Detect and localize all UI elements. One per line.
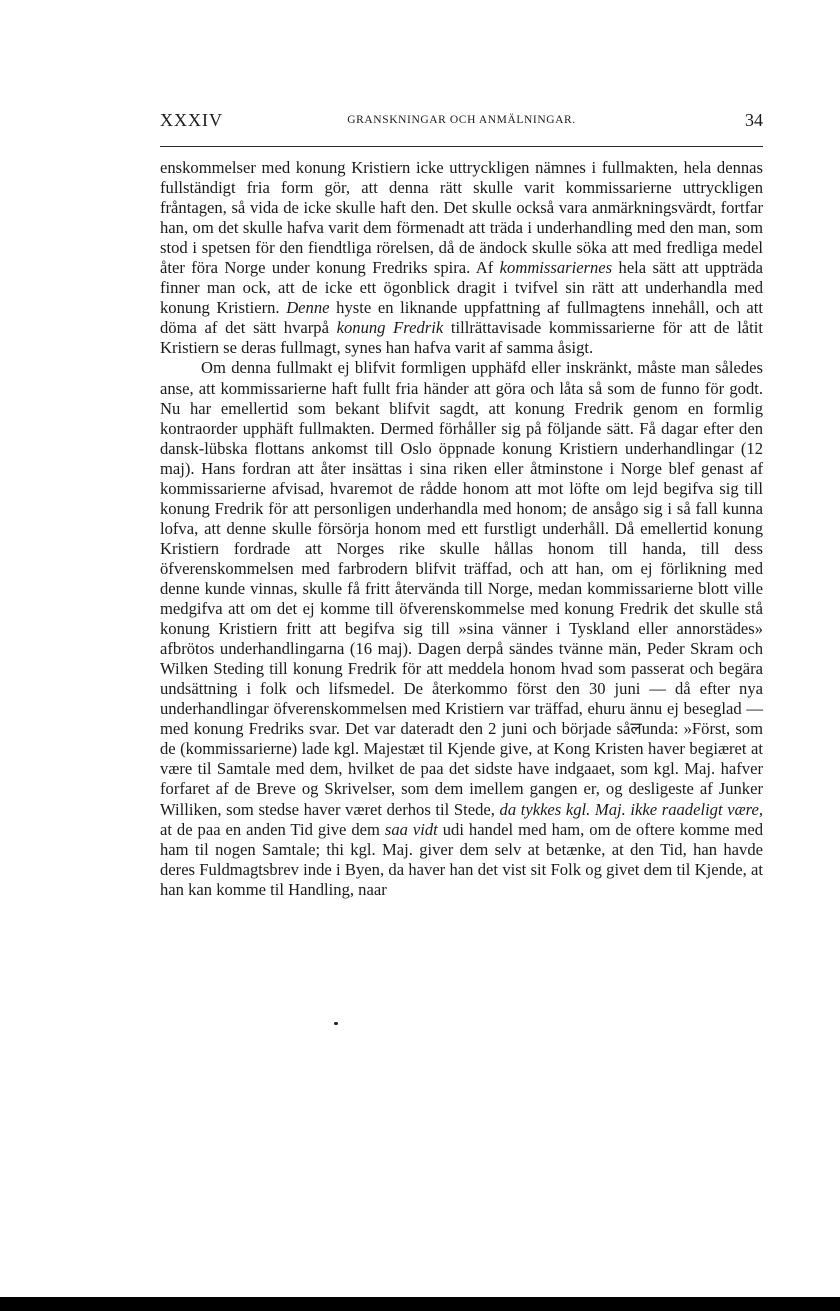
paragraph (160, 358, 763, 899)
page-number: 34 (745, 110, 763, 130)
running-header (160, 110, 763, 138)
roman-numeral: XXXIV (160, 110, 223, 130)
text-run: Om denna fullmakt ej blifvit formligen upphäfd eller inskränkt, måste man således anse, att kommissarierne haft fullt fria händer att göra och låta så som de funno för godt. Nu har emellertid som bekant blifvit sagdt, att konung Fredrik genom en formlig kontraorder upphäft fullmakten. Dermed förhåller sig på följande sätt. Få dagar efter den dansk-lübska flottans ankomst till Oslo öppnade konung Kristiern underhandlingar (12 maj). Hans fordran att åter insättas i sina riken eller åtminstone i Norge blef genast af kommissarierne afvisad, hvaremot de rådde honom att mot löfte om lejd begifva sig till konung Fredrik för att personligen underhandla med honom; de ansågo sig i så fall kunna lofva, att denne skulle försörja honom med ett furstligt underhåll. Då emellertid konung Kristiern fordrade att Norges rike skulle hållas honom till handa, till dess öfverenskommelsen med farbrodern blifvit träffad, och att han, om ej förlikning med denne kunde vinnas, skulle få fritt återvända till Norge, medan kommissarierne blott ville medgifva att om det ej komme till öfverenskommelse med konung Fredrik det skulle stå konung Kristiern fritt att begifva sig till »sina vänner i Tyskland eller annorstädes» afbrötos underhandlingarna (16 maj). Dagen derpå sändes tvänne män, Peder Skram och Wilken Steding till konung Fredrik för att meddela honom hvad som passerat och begära undsättning i folk och lifsmedel. De återkommo först den 30 juni — då efter nya underhandlingar öfverenskommelsen med Kristiern var träffad, ehuru ännu ej beseglad — med konung Fredriks svar. Det var dateradt den 2 juni och började såलunda: »Först, som de (kommissarierne) lade kgl. Majestæt til Kjende give, at Kong Kristen haver begiæret at være til Samtale med dem, hvilket de paa det sidste have indgaaet, som kgl. Maj. hafver forfaret af de Breve og Skrivelser, som dem imellem gangen er, og desligeste af Junker Williken, som stedse haver været derhos til Stede, (160, 358, 763, 819)
body-text (160, 158, 763, 900)
italic-run: Denne (286, 298, 330, 318)
text-run: enskommelser med konung Kristiern icke uttryckligen nämnes i fullmakten, hela dennas fullständigt fria form gör, att denna rätt skulle varit kommissarierne uttryckligen fråntagen, så vida de icke skulle haft den. Det skulle också vara anmärkningsvärdt, fortfar han, om det skulle hafva varit dem förmenadt att träda i underhandling med den man, som stod i spetsen för den fiendtliga rörelsen, då de ändock skulle söka att med fredliga medel åter föra Norge under konung Fredriks spira. Af (160, 158, 763, 278)
italic-run: kommissariernes (499, 258, 613, 278)
text-run: tillrättavisade kommissarierne för att de låtit Kristiern se deras fullmagt, synes han hafva varit af samma åsigt. (160, 318, 764, 358)
header-rule (160, 146, 763, 147)
text-run: udi handel med ham, om de oftere komme med ham til nogen Samtale; thi kgl. Maj. giver dem selv at betænke, at den Tid, han havde deres Fuldmagtsbrev inde i Byen, da haver han det vist sit Folk og givet dem til Kjende, at han kan komme til Handling, naar (160, 819, 763, 899)
running-title: GRANSKNINGAR OCH ANMÄLNINGAR. (347, 114, 576, 126)
scan-edge (0, 1297, 840, 1311)
italic-run: konung Fredrik (336, 318, 444, 338)
stray-mark (334, 1022, 338, 1025)
text-run: hela sätt att uppträda finner man ock, att de icke ett ögonblick dragit i tvifvel sin rätt att underhandla med konung Kristiern. (160, 258, 763, 318)
text-run: hyste en liknande uppfattning af fullmagtens innehåll, och att döma af det sätt hvarpå (160, 298, 763, 338)
italic-run: da tykkes kgl. Maj. ikke raadeligt være, (499, 799, 763, 819)
paragraph (160, 158, 763, 358)
italic-run: saa vidt (384, 819, 438, 839)
text-run: at de paa en anden Tid give dem (160, 819, 385, 839)
page (160, 110, 763, 900)
